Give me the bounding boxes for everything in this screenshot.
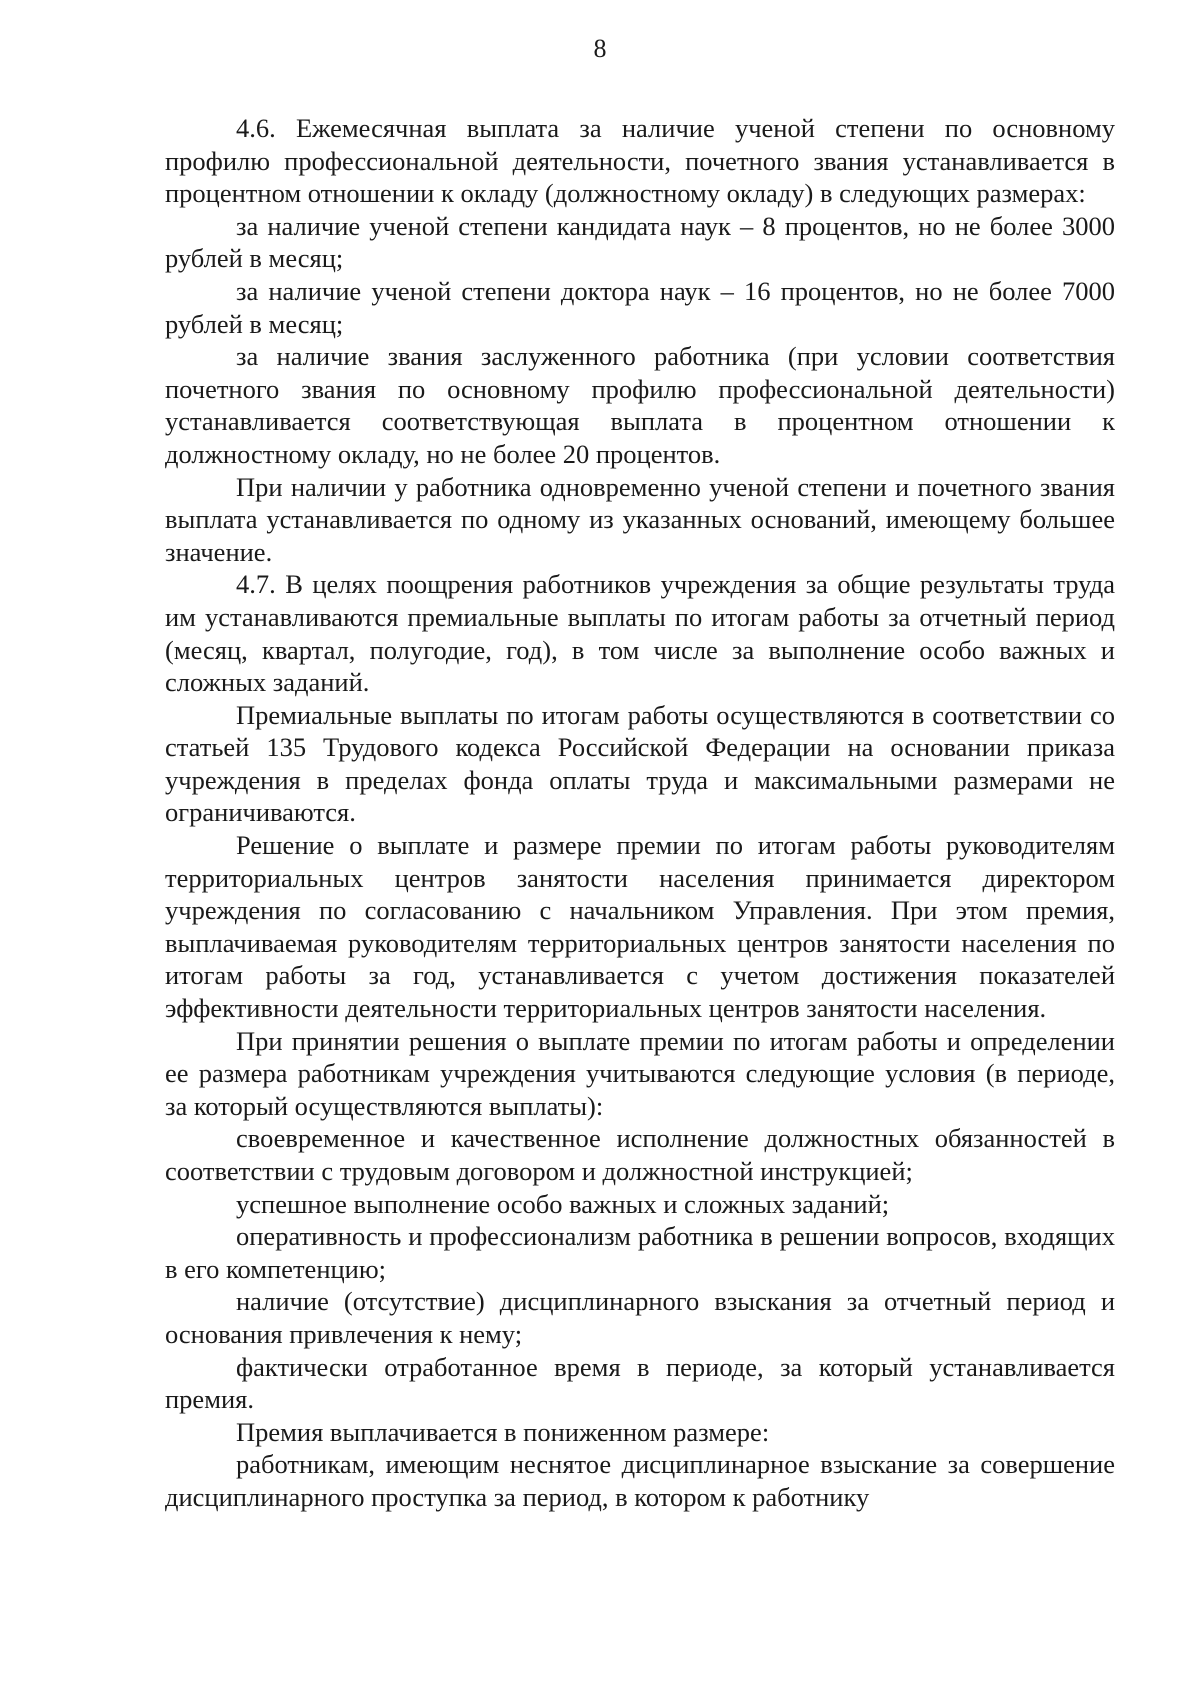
- document-body: [165, 112, 1115, 1514]
- list-item-worked-time: фактически отработанное время в периоде, за который устанавливается премия.: [165, 1351, 1115, 1415]
- page-number: 8: [593, 34, 607, 63]
- paragraph-honored-title: за наличие звания заслуженного работника (при условии соответствия почетного звания по основному профилю профессиональной деятельности) устанавливается соответствующая выплата в процентном отношении к должностному окладу, но не более 20 процентов.: [165, 341, 1115, 469]
- paragraph-4-7: 4.7. В целях поощрения работников учреждения за общие результаты труда им устанавливаются премиальные выплаты по итогам работы за отчетный период (месяц, квартал, полугодие, год), в том числе за выполнение особо важных и сложных заданий.: [165, 569, 1115, 698]
- list-item-efficiency: оперативность и профессионализм работника в решении вопросов, входящих в его компетенцию;: [165, 1221, 1115, 1284]
- paragraph-candidate-degree: за наличие ученой степени кандидата наук – 8 процентов, но не более 3000 рублей в месяц;: [165, 210, 1115, 274]
- list-item-duties: своевременное и качественное исполнение должностных обязанностей в соответствии с трудовым договором и должностной инструкцией;: [165, 1123, 1115, 1186]
- paragraph-bonus-decision: Решение о выплате и размере премии по итогам работы руководителям территориальных центров занятости населения принимается директором учреждения по согласованию с начальником Управления. При этом премия, выплачиваемая руководителям территориальных центров занятости населения по итогам работы за год, устанавливается с учетом достижения показателей эффективности деятельности территориальных центров занятости населения.: [165, 830, 1115, 1024]
- paragraph-both-grounds: При наличии у работника одновременно ученой степени и почетного звания выплата устанавливается по одному из указанных оснований, имеющему большее значение.: [165, 471, 1115, 567]
- paragraph-reduced-bonus: Премия выплачивается в пониженном размере:: [236, 1416, 770, 1447]
- paragraph-bonus-conditions: При принятии решения о выплате премии по итогам работы и определении ее размера работникам учреждения учитываются следующие условия (в периоде, за который осуществляются выплаты):: [165, 1025, 1115, 1121]
- list-item-disciplinary: наличие (отсутствие) дисциплинарного взыскания за отчетный период и основания привлечения к нему;: [165, 1286, 1115, 1349]
- list-item-unremoved-penalty: работникам, имеющим неснятое дисциплинарное взыскание за совершение дисциплинарного проступка за период, в котором к работнику: [165, 1449, 1115, 1512]
- paragraph-doctor-degree: за наличие ученой степени доктора наук – 16 процентов, но не более 7000 рублей в месяц;: [165, 275, 1115, 339]
- paragraph-bonus-payments: Премиальные выплаты по итогам работы осуществляются в соответствии со статьей 135 Трудового кодекса Российской Федерации на основании приказа учреждения в пределах фонда оплаты труда и максимальными размерами не ограничиваются.: [165, 699, 1115, 828]
- list-item-important-tasks: успешное выполнение особо важных и сложных заданий;: [236, 1188, 890, 1219]
- paragraph-4-6: 4.6. Ежемесячная выплата за наличие ученой степени по основному профилю профессиональной деятельности, почетного звания устанавливается в процентном отношении к окладу (должностному окладу) в следующих размерах:: [165, 113, 1115, 209]
